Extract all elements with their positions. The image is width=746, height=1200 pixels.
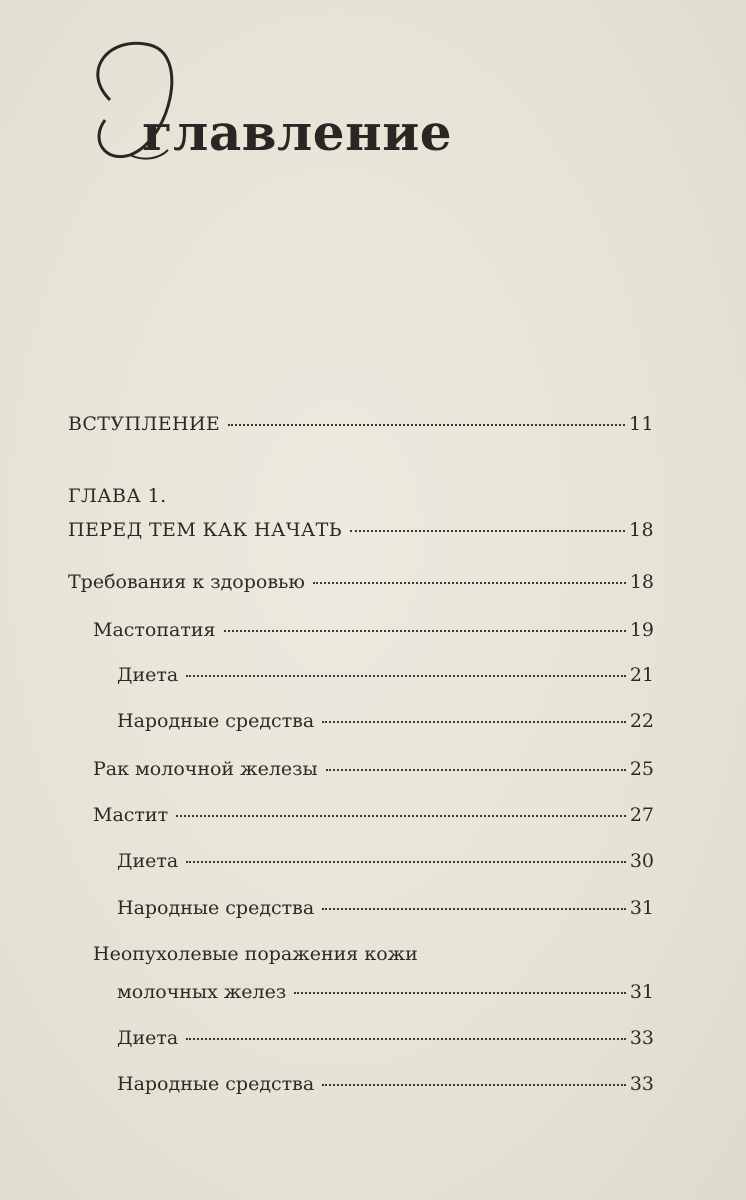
toc-entry-label: Диета — [117, 1027, 179, 1049]
toc-entry-page: 33 — [629, 1027, 654, 1049]
leader-dots — [313, 582, 626, 584]
toc-entry[interactable] — [117, 709, 654, 733]
toc-entry-label: Мастит — [93, 804, 169, 826]
toc-entry-label: Народные средства — [117, 897, 315, 919]
toc-entry-page: 11 — [629, 413, 654, 435]
toc-entry-page: 25 — [629, 758, 654, 780]
toc-entry-page: 33 — [629, 1073, 654, 1095]
toc-entry[interactable] — [93, 618, 654, 642]
toc-entry-page: 18 — [629, 571, 654, 593]
leader-dots — [176, 815, 626, 817]
toc-entry-page: 31 — [629, 981, 654, 1003]
leader-dots — [228, 424, 625, 426]
toc-entry[interactable] — [117, 849, 654, 873]
toc-entry-label: Рак молочной железы — [93, 758, 318, 780]
leader-dots — [350, 530, 625, 532]
toc-entry[interactable] — [93, 803, 654, 827]
toc-entry-label: Диета — [117, 664, 179, 686]
toc-entry-label: Требования к здоровью — [68, 571, 305, 593]
toc-entry[interactable] — [117, 896, 654, 920]
leader-dots — [294, 992, 626, 994]
leader-dots — [186, 1038, 626, 1040]
toc-entry-label: ПЕРЕД ТЕМ КАК НАЧАТЬ — [68, 519, 342, 541]
toc-entry-label: Мастопатия — [93, 619, 216, 641]
leader-dots — [186, 861, 626, 863]
toc-entry[interactable] — [117, 1026, 654, 1050]
leader-dots — [322, 908, 626, 910]
leader-dots — [326, 769, 626, 771]
title-text: главление — [142, 103, 453, 162]
toc-entry-label: молочных желез — [117, 981, 287, 1003]
toc-entry-wrapped-line — [93, 942, 654, 966]
toc-entry[interactable] — [93, 757, 654, 781]
toc-entry-page: 19 — [629, 619, 654, 641]
leader-dots — [186, 675, 626, 677]
leader-dots — [322, 721, 626, 723]
leader-dots — [322, 1084, 626, 1086]
toc-entry-page: 30 — [629, 850, 654, 872]
toc-entry-page: 31 — [629, 897, 654, 919]
leader-dots — [224, 630, 626, 632]
toc-entry-label: Неопухолевые поражения кожи — [93, 943, 418, 965]
toc-entry[interactable] — [68, 570, 654, 594]
toc-entry-page: 21 — [629, 664, 654, 686]
toc-entry[interactable] — [117, 663, 654, 687]
toc-entry-label: Диета — [117, 850, 179, 872]
toc-chapter-heading — [68, 484, 654, 508]
toc-entry-page: 22 — [629, 710, 654, 732]
toc-entry[interactable] — [117, 1072, 654, 1096]
toc-entry-page: 27 — [629, 804, 654, 826]
toc-title — [70, 30, 490, 170]
toc-entry-label: ГЛАВА 1. — [68, 485, 167, 507]
toc-entry-page: 18 — [629, 519, 654, 541]
toc-entry-label: Народные средства — [117, 710, 315, 732]
toc-entry[interactable] — [68, 518, 654, 542]
toc-entry[interactable] — [68, 412, 654, 436]
toc-entry-label: Народные средства — [117, 1073, 315, 1095]
toc-entry[interactable] — [117, 980, 654, 1004]
toc-entry-label: ВСТУПЛЕНИЕ — [68, 413, 221, 435]
